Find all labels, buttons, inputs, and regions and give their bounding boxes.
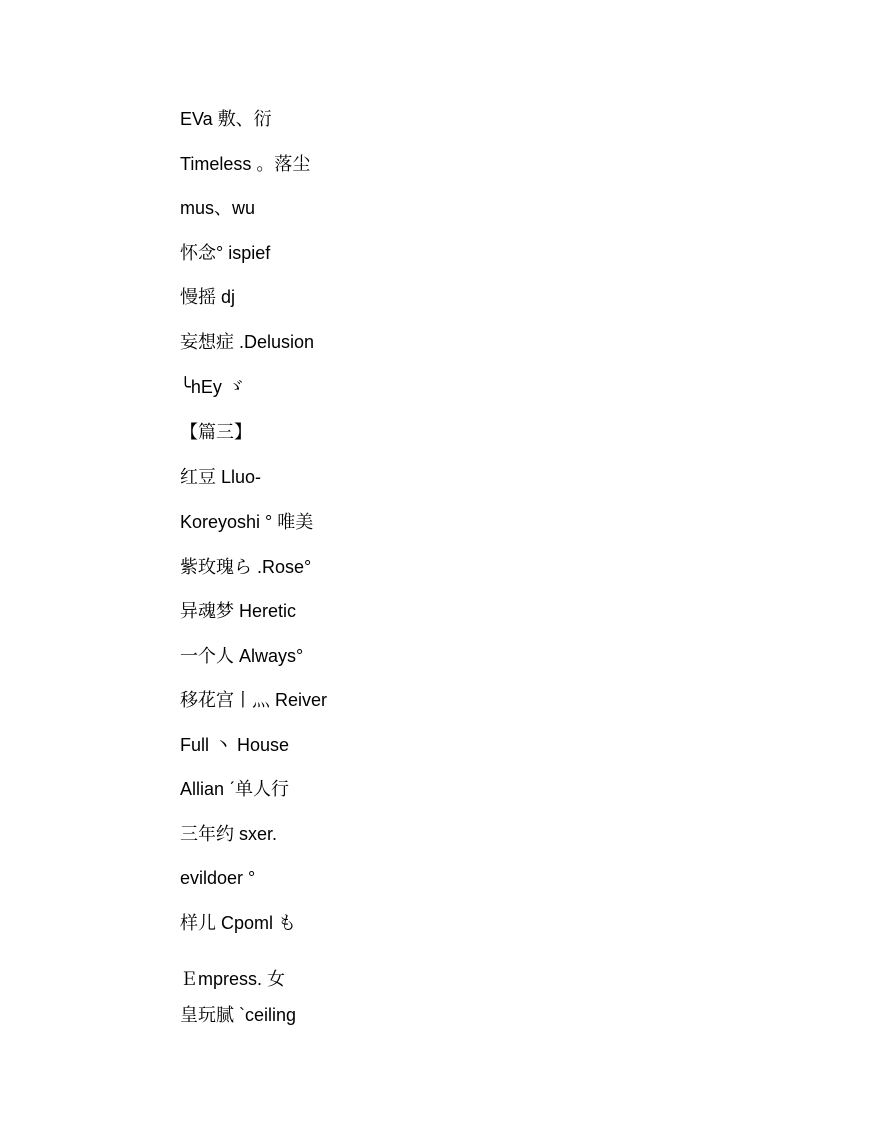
text-line: Koreyoshi ° 唯美 [180, 512, 314, 532]
text-line: mus、wu [180, 198, 256, 218]
text-line: 样儿 Cpoml も [180, 913, 297, 933]
text-line: evildoer ° [180, 868, 256, 888]
text-line: EVa 敷、衍 [180, 109, 272, 129]
text-line: ╰hEy ゞ [180, 377, 245, 397]
text-line: 紫玫瑰ら .Rose° [180, 557, 312, 577]
text-line: 皇玩腻 `ceiling [180, 1005, 297, 1025]
text-line: Full 丶 House [180, 735, 290, 755]
text-line: 红豆 Lluo- [180, 467, 262, 487]
section-heading: 【篇三】 [180, 422, 252, 442]
text-line: 妄想症 .Delusion [180, 332, 315, 352]
text-line: 怀念° ispief [180, 243, 271, 263]
text-line: Ｅmpress. 女 [180, 969, 286, 989]
text-line: 异魂梦 Heretic [180, 601, 297, 621]
text-line: Timeless 。落尘 [180, 154, 311, 174]
text-line: 慢摇 dj [180, 287, 236, 307]
text-line: Allian ˊ单人行 [180, 779, 290, 799]
text-line: 三年约 sxer. [180, 824, 278, 844]
text-line: 移花宫丨灬 Reiver [180, 690, 328, 710]
text-line: 一个人 Always° [180, 646, 304, 666]
